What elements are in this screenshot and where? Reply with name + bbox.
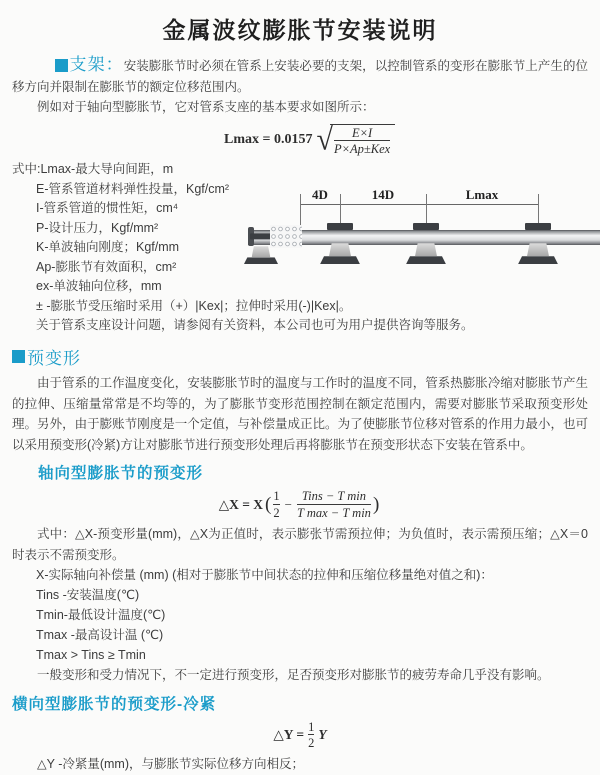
support-stem <box>415 243 437 256</box>
half-fraction <box>273 489 279 520</box>
pipe-support-diagram <box>248 188 600 284</box>
lmax-formula <box>224 124 588 157</box>
dim-label-lmax: Lmax <box>463 188 502 202</box>
pipe-support <box>518 223 558 264</box>
lmax-fraction-denominator: P×Ap±Kex <box>333 141 391 156</box>
open-paren: ( <box>265 493 272 515</box>
axial-note: 一般变形和受力情况下，不一定进行预变形，足否预变形对膨胀节的疲劳寿命几乎没有影响。 <box>37 668 550 682</box>
axial-formula <box>12 489 588 520</box>
half-numerator: 1 <box>273 489 280 504</box>
dimension-tick <box>426 194 427 226</box>
close-paren: ) <box>372 493 380 515</box>
axial-formula-explain: 式中：△X-预变形量(mm)，△X为正值时，表示膨张节需预拉伸；为负值时，表示需预压缩；△X＝0时表示不需预变形。 <box>12 527 588 562</box>
sqrt-radical-group <box>316 124 395 157</box>
half-fraction <box>308 720 314 751</box>
support-base <box>244 257 278 264</box>
support-stem <box>252 246 271 257</box>
definition-line: ex-单波轴向位移，mm <box>36 279 162 294</box>
bellows-expansion-joint <box>270 225 302 248</box>
radical-sign-icon: √ <box>316 122 333 157</box>
predeform-paragraph: 由于管系的工作温度变化，安装膨胀节时的温度与工作时的温度不同，管系热膨胀冷缩对膨胀节产生的拉伸、压缩量常常是不均等的，为了膨胀节变形范围控制在额定范围内，需要对膨胀节采取预变形处理。另外，由于膨账节刚度是一个定值，与补偿量成正比。为了使膨胀节位移对管系的作用力最小，也可以采用预变形(冷紧)方让对膨胀节进行预变形处理后再将膨胀节在预变形状态下安装在管系中。 <box>12 376 588 452</box>
support-clamp <box>327 223 353 230</box>
support-clamp <box>413 223 439 230</box>
lateral-subsection-heading: 横向型膨胀节的预变形-冷紧 <box>12 695 217 713</box>
predeform-section-header <box>12 344 588 369</box>
support-example-line: 例如对于轴向型膨胀节，它对管系支座的基本要求如图所示： <box>37 100 375 114</box>
half-numerator: 1 <box>308 719 315 734</box>
x-definition-line: X-实际轴向补偿量 (mm) (相对于膨胀节中间状态的拉伸和压缩位移量绝对值之和)： <box>36 568 493 582</box>
definition-line: Ap-膨胀节有效面积，cm² <box>36 259 177 274</box>
definition-line: E-管系管道材料弹性投量，Kgf/cm² <box>36 181 230 196</box>
axial-subsection-heading: 轴向型膨胀节的预变形 <box>38 465 204 483</box>
definition-line: P-设计压力，Kgf/mm² <box>36 220 159 235</box>
lmax-formula-lhs: Lmax = 0.0157 <box>224 131 313 147</box>
half-denominator: 2 <box>273 505 280 520</box>
lateral-formula-rhs: Y <box>318 726 327 742</box>
temperature-denominator: T max − T min <box>296 505 371 520</box>
dimension-tick <box>300 194 301 226</box>
lateral-note: △Y -冷紧量(mm)，与膨胀节实际位移方向相反； <box>37 757 305 772</box>
minus-sign: − <box>284 496 292 512</box>
axial-formula-lhs: △X = X <box>218 496 264 512</box>
support-section-heading: 支架： <box>69 55 124 74</box>
temp-definition-line: Tmax -最高设计温 (℃) <box>36 628 164 642</box>
half-denominator: 2 <box>308 735 315 750</box>
temp-definition-line: Tins -安装温度(℃) <box>36 588 140 602</box>
support-base <box>518 256 558 264</box>
definition-line: K-单波轴向刚度；Kgf/mm <box>36 240 180 255</box>
lmax-fraction <box>334 126 390 157</box>
predeform-section-heading: 预变形 <box>27 349 81 369</box>
support-paragraph <box>12 55 588 97</box>
support-clamp <box>525 223 551 230</box>
temperature-numerator: Tins − T min <box>301 489 367 504</box>
temperature-fraction <box>297 489 371 520</box>
pipe-support <box>406 223 446 264</box>
support-stem <box>527 243 549 256</box>
temp-relation-line: Tmax > Tins ≥ Tmin <box>36 648 146 662</box>
temp-definition-line: Tmin-最低设计温度(℃) <box>36 608 166 622</box>
support-intro-text: 安装膨胀节时必须在管系上安装必要的支架，以控制管系的变形在膨胀节上产生的位移方向并限制在膨胀节的额定位移范围内。 <box>12 59 588 94</box>
support-base <box>406 256 446 264</box>
support-clamp <box>250 234 272 240</box>
support-base <box>320 256 360 264</box>
support-stem <box>329 243 351 256</box>
dim-label-14d: 14D <box>369 188 397 202</box>
definition-line: I-管系管道的惯性矩，cm⁴ <box>36 201 179 216</box>
lateral-formula <box>12 720 588 751</box>
page-title: 金属波纹膨胀节安装说明 <box>162 17 438 43</box>
consulting-note: 关于管系支座设计问题，请参阅有关资料，本公司也可为用户提供咨询等服务。 <box>36 318 474 333</box>
definitions-and-diagram <box>12 160 588 336</box>
dimension-line <box>300 204 538 205</box>
lmax-fraction-numerator: E×I <box>351 125 373 140</box>
definition-line: 式中:Lmax-最大导向间距，m <box>12 162 174 177</box>
lateral-formula-lhs: △Y = <box>273 726 305 742</box>
pipe-support <box>320 223 360 264</box>
radical-bar <box>330 124 395 157</box>
section-square-icon <box>12 350 25 363</box>
dim-label-4d: 4D <box>309 188 331 202</box>
dimension-tick <box>340 194 341 226</box>
dimension-tick <box>538 194 539 226</box>
section-square-icon <box>55 59 68 72</box>
sign-convention-note: ± -膨胀节受压缩时采用（+）|Kex|；拉伸时采用(-)|Kex|。 <box>36 298 352 313</box>
